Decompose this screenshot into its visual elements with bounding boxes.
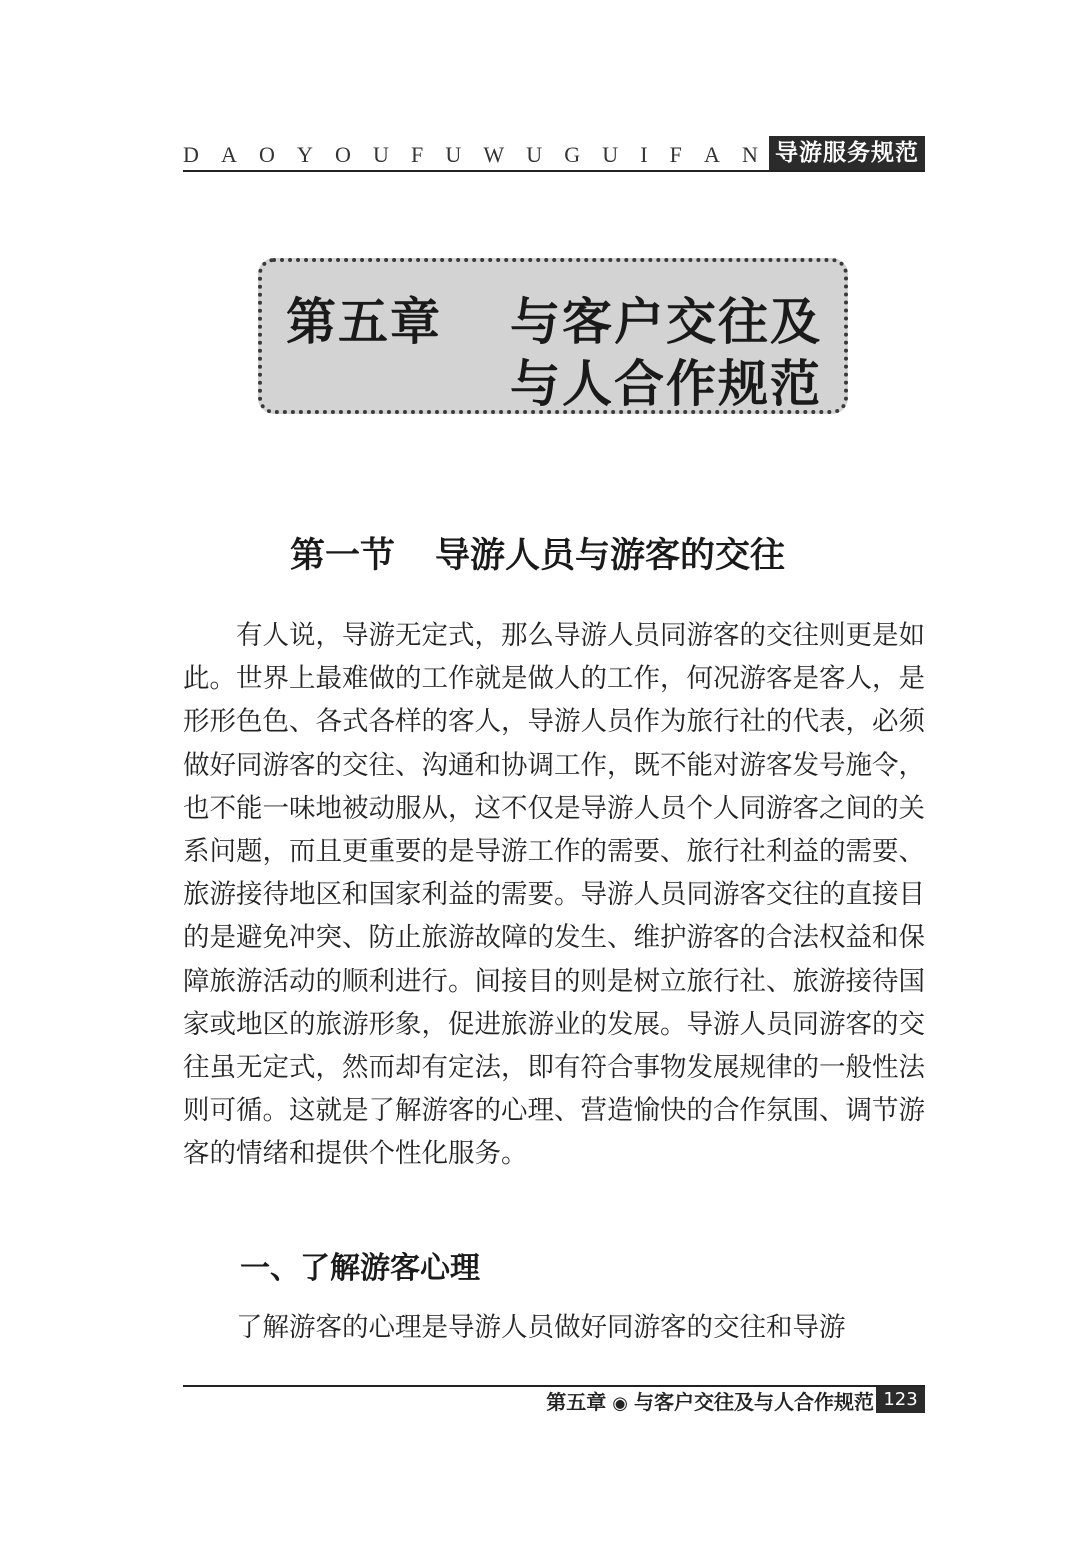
body-paragraph-2: 了解游客的心理是导游人员做好同游客的交往和导游 (236, 1312, 846, 1343)
running-header (183, 136, 925, 172)
header-letter: O (335, 142, 351, 167)
header-letter: U (602, 142, 619, 167)
section-heading (290, 528, 785, 578)
header-letter: A (704, 142, 720, 167)
header-book-title: 导游服务规范 (769, 136, 925, 170)
header-letter: Y (297, 142, 313, 167)
footer-chapter-label: 第五章 (546, 1390, 607, 1414)
header-rule (183, 170, 925, 172)
chapter-title-box (258, 258, 848, 414)
page-number: 123 (876, 1387, 925, 1413)
header-letter: O (259, 142, 275, 167)
subheading: 一、了解游客心理 (240, 1251, 480, 1286)
header-letter: F (411, 142, 424, 167)
header-letter: G (564, 142, 581, 167)
footer-running-title (546, 1387, 874, 1417)
section-number: 第一节 (290, 535, 396, 576)
header-letter: I (640, 142, 648, 167)
body-paragraph-1: 有人说，导游无定式，那么导游人员同游客的交往则更是如此。世界上最难做的工作就是做人的工作，何况游客是客人，是形形色色、各式各样的客人，导游人员作为旅行社的代表，必须做好同游客的交往、沟通和协调工作，既不能对游客发号施令，也不能一味地被动服从，这不仅是导游人员个人同游客之间的关系问题，而且更重要的是导游工作的需要、旅行社利益的需要、旅游接待地区和国家利益的需要。导游人员同游客交往的直接目的是避免冲突、防止旅游故障的发生、维护游客的合法权益和保障旅游活动的顺利进行。间接目的则是树立旅行社、旅游接待国家或地区的旅游形象，促进旅游业的发展。导游人员同游客的交往虽无定式，然而却有定法，即有符合事物发展规律的一般性法则可循。这就是了解游客的心理、营造愉快的合作氛围、调节游客的情绪和提供个性化服务。 (183, 620, 925, 1170)
section-title: 导游人员与游客的交往 (435, 535, 786, 576)
chapter-number: 第五章 (286, 293, 442, 351)
header-letter: D (183, 142, 199, 167)
header-letter: A (221, 142, 237, 167)
header-letter: U (373, 142, 389, 167)
header-pinyin-letters (183, 142, 758, 168)
chapter-title-line-2: 与人合作规范 (510, 355, 822, 413)
header-letter: U (526, 142, 543, 167)
footer-chapter-title: 与客户交往及与人合作规范 (634, 1390, 874, 1414)
header-letter: N (742, 142, 758, 167)
chapter-title-line-1: 与客户交往及 (510, 293, 822, 351)
header-letter: W (483, 142, 505, 167)
footer-separator-icon: ◉ (612, 1393, 628, 1414)
header-letter: U (445, 142, 462, 167)
header-letter: F (669, 142, 682, 167)
